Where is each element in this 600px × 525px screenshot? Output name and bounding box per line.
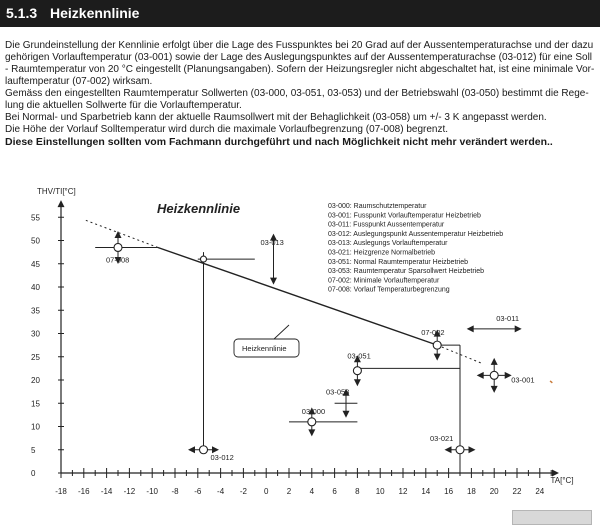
- legend-entry: 07-008: Vorlauf Temperaturbegrenzung: [328, 286, 450, 294]
- legend-entry: 03-053: Raumtemperatur Sparsollwert Heizbetrieb: [328, 268, 485, 276]
- intro-line: gehörigen Vorlauftemperatur (03-001) sowie der Lage des Auslegungspunktes auf der Aussentemperaturachse (03-012) für eine Soll: [5, 52, 593, 63]
- x-tick-label: -14: [100, 487, 113, 496]
- x-tick-label: 2: [286, 487, 292, 496]
- x-tick-label: 16: [444, 487, 454, 496]
- x-tick-label: -8: [171, 487, 179, 496]
- x-tick-label: -6: [194, 487, 202, 496]
- y-tick-label: 55: [31, 213, 40, 223]
- arrow-right-03-011: [515, 325, 522, 332]
- arrow-right-03-021: [469, 446, 476, 453]
- heating-curve-chart: [0, 180, 600, 525]
- x-tick-label: 12: [398, 487, 408, 496]
- arrow-down-07-002: [434, 354, 441, 361]
- x-tick-label: 18: [466, 487, 476, 496]
- y-tick-label: 45: [31, 259, 40, 269]
- legend-entry: 03-021: Heizgrenze Normalbetrieb: [328, 249, 435, 257]
- point-03-001: [490, 371, 498, 379]
- legend-entry: 03-011: Fusspunkt Aussentemperatur: [328, 221, 445, 229]
- point-03-051: [353, 367, 361, 375]
- arrow-left-03-001: [477, 372, 484, 379]
- point-03-000: [308, 418, 316, 426]
- intro-line: lauftemperatur (07-002) wirksam.: [5, 76, 153, 87]
- arrow-left-03-011: [467, 325, 474, 332]
- point-label-03-001: 03-001: [511, 375, 535, 385]
- intro-line: Die Höhe der Vorlauf Solltemperatur wird durch die maximale Vorlaufbegrenzung (07-008) begrenzt.: [5, 124, 449, 135]
- legend-entry: 03-013: Auslegungs Vorlauftemperatur: [328, 240, 448, 248]
- arrow-down-03-000: [308, 429, 315, 436]
- point-label-03-051: 03-051: [347, 351, 371, 361]
- point-07-002: [433, 341, 441, 349]
- x-tick-label: 0: [263, 487, 269, 496]
- y-tick-label: 25: [31, 352, 40, 362]
- arrow-left-03-012: [188, 446, 195, 453]
- scrollbar-fragment[interactable]: [512, 510, 592, 525]
- stray-mark: [550, 381, 552, 383]
- y-tick-label: 40: [31, 283, 40, 292]
- point-label-03-021: 03-021: [430, 433, 454, 443]
- x-tick-label: 20: [489, 487, 499, 496]
- legend-entry: 03-051: Normal Raumtemperatur Heizbetrieb: [328, 258, 469, 266]
- y-tick-label: 30: [31, 329, 40, 339]
- point-label-03-013: 03-013: [260, 238, 284, 248]
- section-title: Heizkennlinie: [50, 5, 140, 21]
- y-tick-label: 5: [31, 445, 36, 455]
- x-tick-label: 6: [332, 487, 337, 496]
- y-tick-label: 15: [31, 399, 40, 409]
- legend-entry: 07-002: Minimale Vorlauftemperatur: [328, 277, 440, 285]
- point-label-07-002: 07-002: [421, 328, 445, 338]
- y-tick-label: 20: [31, 376, 40, 385]
- point-03-013: [201, 256, 207, 262]
- point-07-008: [114, 243, 122, 251]
- point-label-07-008: 07-008: [106, 255, 130, 265]
- arrow-up-03-001: [491, 358, 498, 365]
- x-tick-label: -10: [146, 487, 158, 496]
- x-tick-label: -12: [123, 487, 136, 496]
- intro-line: lung die aktuellen Sollwerte für die Vorlauftemperatur.: [5, 100, 242, 111]
- y-tick-label: 35: [31, 306, 40, 316]
- x-tick-label: 24: [535, 487, 545, 496]
- arrow-down-03-001: [491, 386, 498, 393]
- intro-text: [5, 40, 600, 148]
- x-tick-label: -4: [217, 487, 225, 496]
- x-tick-label: 8: [355, 487, 360, 496]
- arrow-down-03-053: [343, 411, 350, 418]
- point-label-03-053: 03-053: [326, 387, 350, 397]
- chart-title: Heizkennlinie: [157, 201, 241, 216]
- intro-line: Gemäss den eingestellten Raumtemperatur Sollwerten (03-000, 03-051, 03-053) und der Betriebswahl (03-050) bestimmt die Rege-: [5, 88, 589, 99]
- point-03-012: [200, 446, 208, 454]
- arrow-down-03-051: [354, 379, 361, 386]
- point-label-03-011: 03-011: [496, 313, 519, 323]
- y-axis-arrow: [58, 200, 65, 207]
- curve-label-pointer: [274, 325, 289, 339]
- point-label-03-012: 03-012: [210, 452, 234, 462]
- arrow-left-03-021: [445, 446, 452, 453]
- legend-entry: 03-001: Fusspunkt Vorlauftemperatur Heizbetrieb: [328, 212, 481, 220]
- heating-curve-extension: [84, 220, 158, 248]
- x-axis-label: TA[°C]: [550, 476, 574, 485]
- arrow-down-03-013: [270, 278, 277, 285]
- intro-line: Die Grundeinstellung der Kennlinie erfolgt über die Lage des Fusspunktes bei 20 Grad auf der Aussentemperaturachse und der dazu: [5, 40, 594, 51]
- y-axis-label: THV/TI[°C]: [37, 187, 76, 196]
- intro-line: - Raumtemperatur von 20 °C eingestellt (Planungsangaben). Sofern der Heizungsregler nicht abgeschaltet hat, ist eine minimale Vor-: [5, 64, 595, 75]
- point-03-021: [456, 446, 464, 454]
- legend-entry: 03-012: Auslegungspunkt Aussentemperatur Heizbetrieb: [328, 230, 504, 238]
- x-tick-label: -2: [239, 487, 247, 496]
- intro-line: Bei Normal- und Sparbetrieb kann der aktuelle Raumsollwert mit der Behaglichkeit (03-058) um +/- 3 K angepasst werden.: [5, 112, 547, 123]
- section-header: [0, 0, 600, 27]
- x-tick-label: -18: [55, 487, 67, 496]
- curve-label: Heizkennlinie: [242, 344, 287, 353]
- y-tick-label: 10: [31, 422, 40, 432]
- intro-warning: Diese Einstellungen sollten vom Fachmann durchgeführt und nach Möglichkeit nicht mehr verändert werden..: [5, 136, 553, 148]
- x-tick-label: 22: [512, 487, 522, 496]
- y-tick-label: 50: [31, 236, 40, 246]
- x-tick-label: -16: [78, 487, 90, 496]
- section-number: 5.1.3: [6, 5, 38, 21]
- x-tick-label: 14: [421, 487, 431, 496]
- y-tick-label: 0: [31, 469, 36, 478]
- point-label-03-000: 03-000: [301, 406, 326, 416]
- x-tick-label: 10: [375, 487, 385, 496]
- x-tick-label: 4: [309, 487, 315, 496]
- legend-entry: 03-000: Raumschutztemperatur: [328, 203, 427, 210]
